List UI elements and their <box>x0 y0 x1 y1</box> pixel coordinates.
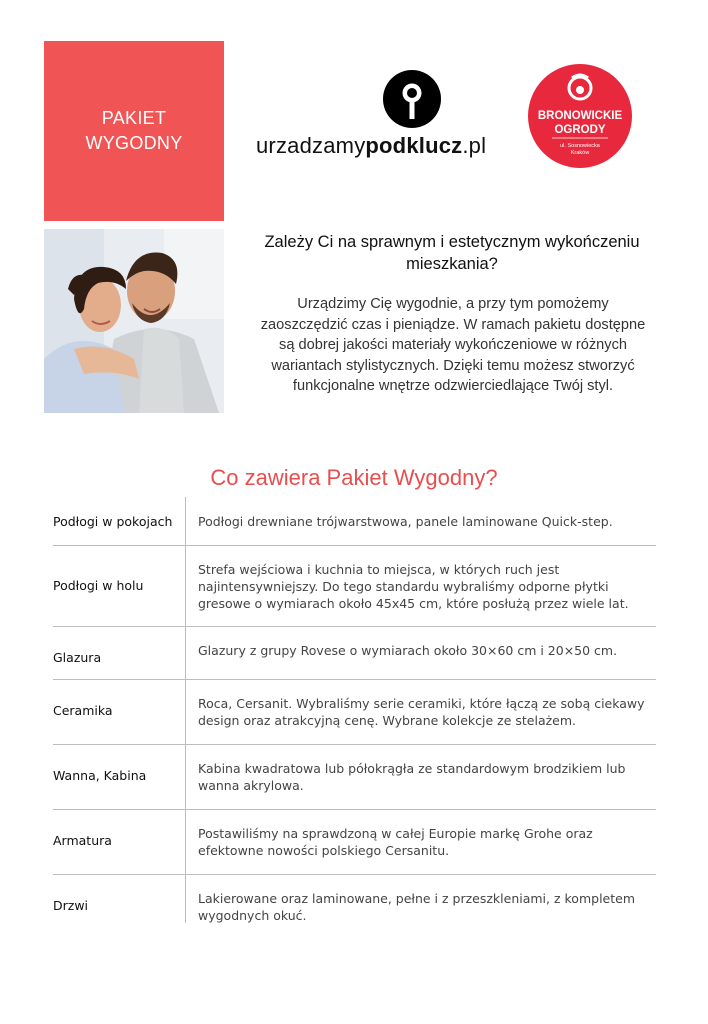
brand-bold: podklucz <box>365 133 463 158</box>
brand-logo-text <box>256 133 486 159</box>
seal-line3: ul. Sosnowiecka <box>560 143 600 149</box>
row-description: Roca, Cersanit. Wybraliśmy serie ceramiki, które łączą ze sobą ciekawy design oraz atrakcyjną cenę. Wybrane kolekcje ze stelażem. <box>198 696 645 728</box>
row-label: Podłogi w pokojach <box>53 514 173 529</box>
table-row <box>53 745 656 810</box>
row-description: Kabina kwadratowa lub półokrągła ze standardowym brodzikiem lub wanna akrylowa. <box>198 761 626 793</box>
table-row <box>53 627 656 680</box>
package-title-line2: WYGODNY <box>85 133 183 153</box>
table-row <box>53 810 656 875</box>
row-description: Glazury z grupy Rovese o wymiarach około 30×60 cm i 20×50 cm. <box>198 643 618 658</box>
intro-heading: Zależy Ci na sprawnym i estetycznym wykończeniu mieszkania? <box>264 233 640 273</box>
brand-suffix: .pl <box>462 133 487 158</box>
row-description: Lakierowane oraz laminowane, pełne i z przeszkleniami, z kompletem wygodnych okuć. <box>198 891 635 923</box>
couple-photo <box>44 229 224 413</box>
package-title-line1: PAKIET <box>101 108 167 128</box>
seal-line4: Kraków <box>570 150 590 156</box>
row-description: Strefa wejściowa i kuchnia to miejsca, w których ruch jest najintensywniejszy. Do tego standardu wybraliśmy odporne płytki gresowe o wymiarach około 45x45 cm, które posłużą przez wiele lat. <box>198 562 629 611</box>
package-contents-table <box>53 497 656 929</box>
seal-line1: BRONOWICKIE <box>537 110 623 122</box>
row-description: Postawiliśmy na sprawdzoną w całej Europie markę Grohe oraz efektowne nowości polskiego Cersanitu. <box>198 826 593 858</box>
row-label: Drzwi <box>53 898 89 913</box>
section-title: Co zawiera Pakiet Wygodny? <box>210 465 498 490</box>
row-label: Podłogi w holu <box>53 578 144 593</box>
bronowickie-ogrody-logo <box>528 64 632 168</box>
row-label: Wanna, Kabina <box>53 768 147 783</box>
table-column-divider <box>185 497 186 923</box>
brand-regular: urzadzamy <box>256 133 366 158</box>
table-row <box>53 875 656 929</box>
table-row <box>53 546 656 627</box>
row-description: Podłogi drewniane trójwarstwowa, panele laminowane Quick-step. <box>198 514 613 529</box>
keyhole-icon <box>382 69 442 129</box>
row-label: Glazura <box>53 650 102 665</box>
row-label: Armatura <box>53 833 112 848</box>
seal-line2: OGRODY <box>554 124 606 136</box>
row-label: Ceramika <box>53 703 113 718</box>
intro-body: Urządzimy Cię wygodnie, a przy tym pomożemy zaoszczędzić czas i pieniądze. W ramach pakietu dostępne są dobrej jakości materiały wykończeniowe w różnych wariantach stylistycznych. Dzięki temu możesz stworzyć funkcjonalne wnętrze odzwierciedlające Twój styl. <box>260 296 646 394</box>
table-row <box>53 497 656 546</box>
table-row <box>53 680 656 745</box>
package-box <box>44 41 224 221</box>
